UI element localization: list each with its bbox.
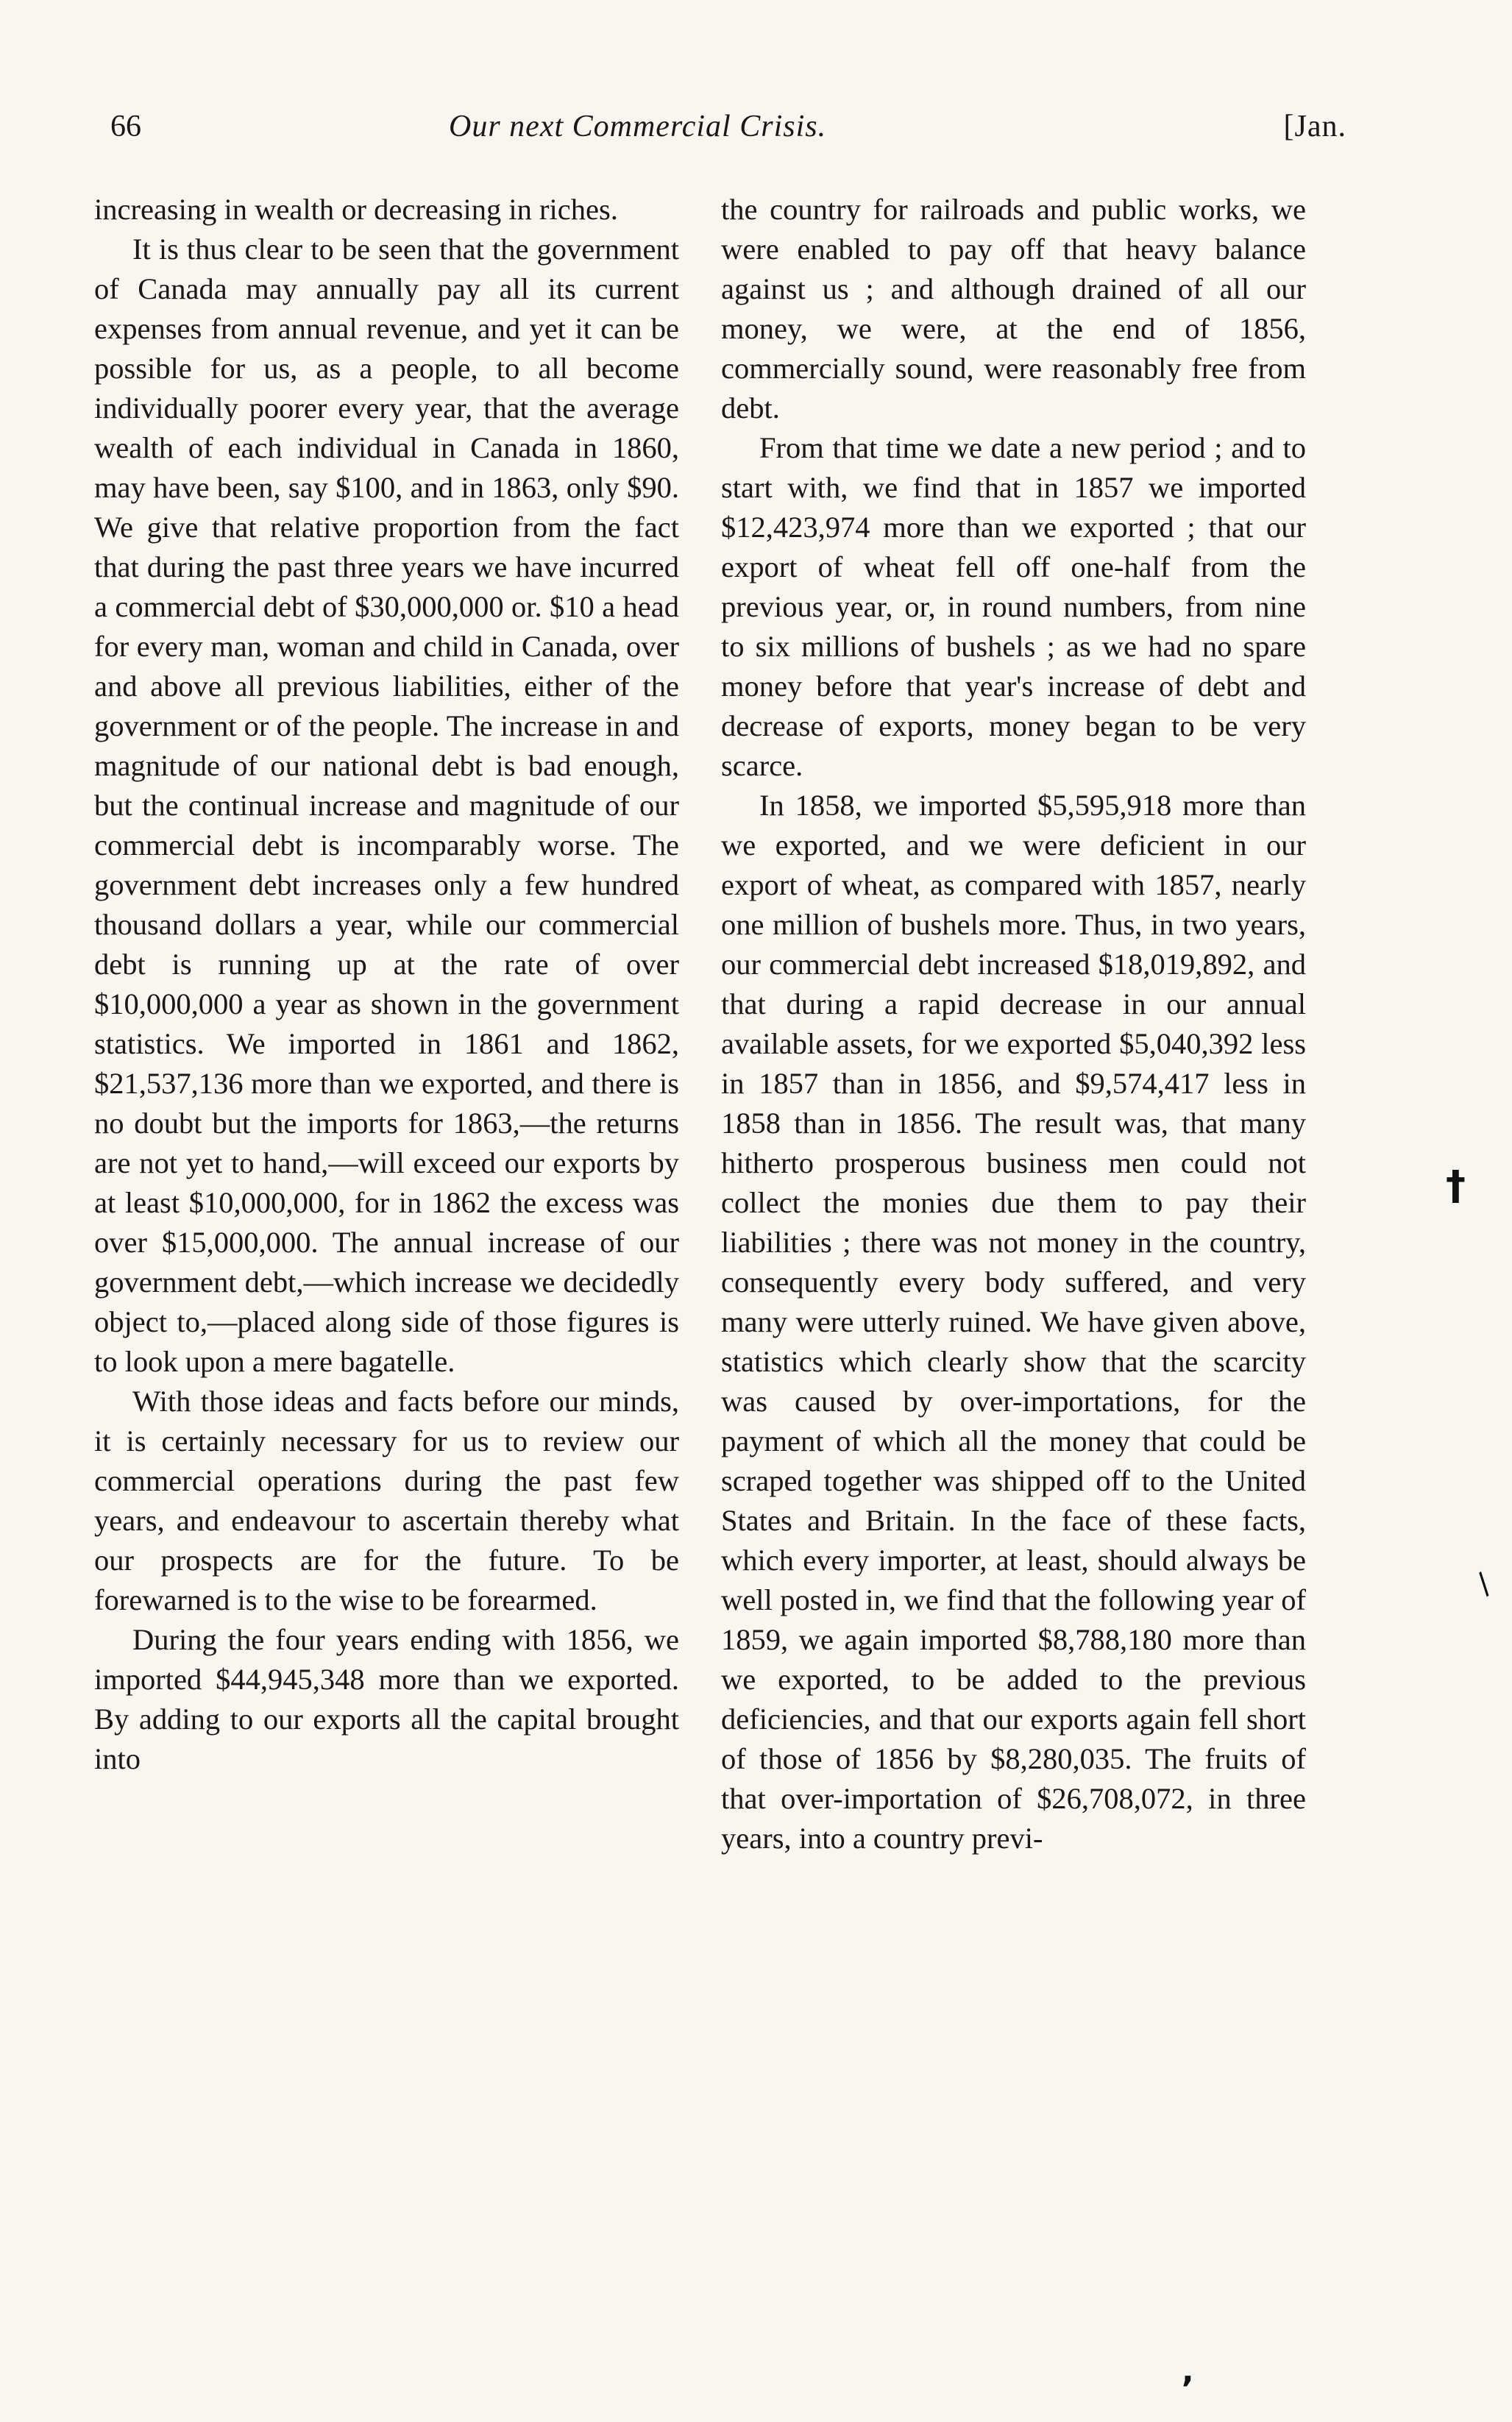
running-header: [110, 109, 1346, 160]
right-column: [721, 190, 1306, 1858]
issue-month: [Jan.: [1283, 110, 1346, 143]
paragraph: With those ideas and facts before our minds, it is certainly necessary for us to review our commercial operations during the past few years, and endeavour to ascertain thereby what our prospects are for the future. To be forewarned is to the wise to be forearmed.: [94, 1385, 679, 1616]
page-number: 66: [110, 110, 141, 143]
paragraph: From that time we date a new period ; and to start with, we find that in 1857 we imported $12,423,974 more than we exported ; that our export of wheat fell off one-half from the previous year, or, in round numbers, from nine to six millions of bushels ; as we had no spare money before that year's increase of debt and decrease of exports, money began to be very scarce.: [721, 431, 1306, 782]
ink-mark: ∕: [1470, 1567, 1498, 1601]
ink-mark: †: [1446, 1162, 1466, 1209]
paragraph: increasing in wealth or decreasing in riches.: [94, 193, 618, 226]
paragraph: During the four years ending with 1856, we imported $44,945,348 more than we exported. By adding to our exports all the capital brought into: [94, 1623, 679, 1775]
paragraph: It is thus clear to be seen that the government of Canada may annually pay all its current expenses from annual revenue, and yet it can be possible for us, as a people, to all become individually poorer every year, that the average wealth of each individual in Canada in 1860, may have been, say $100, and in 1863, only $90. We give that relative proportion from the fact that during the past three years we have incurred a commercial debt of $30,000,000 or. $10 a head for every man, woman and child in Canada, over and above all previous liabilities, either of the government or of the people. The increase in and magnitude of our national debt is bad enough, but the continual increase and magnitude of our commercial debt is incomparably worse. The government debt increases only a few hundred thousand dollars a year, while our commercial debt is running up at the rate of over $10,000,000 a year as shown in the government statistics. We imported in 1861 and 1862, $21,537,136 more than we exported, and there is no doubt but the imports for 1863,—the returns are not yet to hand,—will exceed our exports by at least $10,000,000, for in 1862 the excess was over $15,000,000. The annual increase of our government debt,—which increase we decidedly object to,—placed along side of those figures is to look upon a mere bagatelle.: [94, 232, 679, 1378]
paragraph: the country for railroads and public works, we were enabled to pay off that heavy balance against us ; and although drained of all our money, we were, at the end of 1856, commercially sound, were reasonably free from debt.: [721, 193, 1306, 425]
running-title: Our next Commercial Crisis.: [449, 110, 827, 143]
ink-mark: ‚: [1181, 2351, 1194, 2390]
left-column: [94, 190, 679, 1779]
paragraph: In 1858, we imported $5,595,918 more than we exported, and we were deficient in our export of wheat, as compared with 1857, nearly one million of bushels more. Thus, in two years, our commercial debt increased $18,019,892, and that during a rapid decrease in our annual available assets, for we exported $5,040,392 less in 1857 than in 1856, and $9,574,417 less in 1858 than in 1856. The result was, that many hitherto prosperous business men could not collect the monies due them to pay their liabilities ; there was not money in the country, consequently every body suffered, and very many were utterly ruined. We have given above, statistics which clearly show that the scarcity was caused by over-importations, for the payment of which all the money that could be scraped together was shipped off to the United States and Britain. In the face of these facts, which every importer, at least, should always be well posted in, we find that the following year of 1859, we again imported $8,788,180 more than we exported, to be added to the previous deficiencies, and that our exports again fell short of those of 1856 by $8,280,035. The fruits of that over-importation of $26,708,072, in three years, into a country previ-: [721, 789, 1306, 1855]
